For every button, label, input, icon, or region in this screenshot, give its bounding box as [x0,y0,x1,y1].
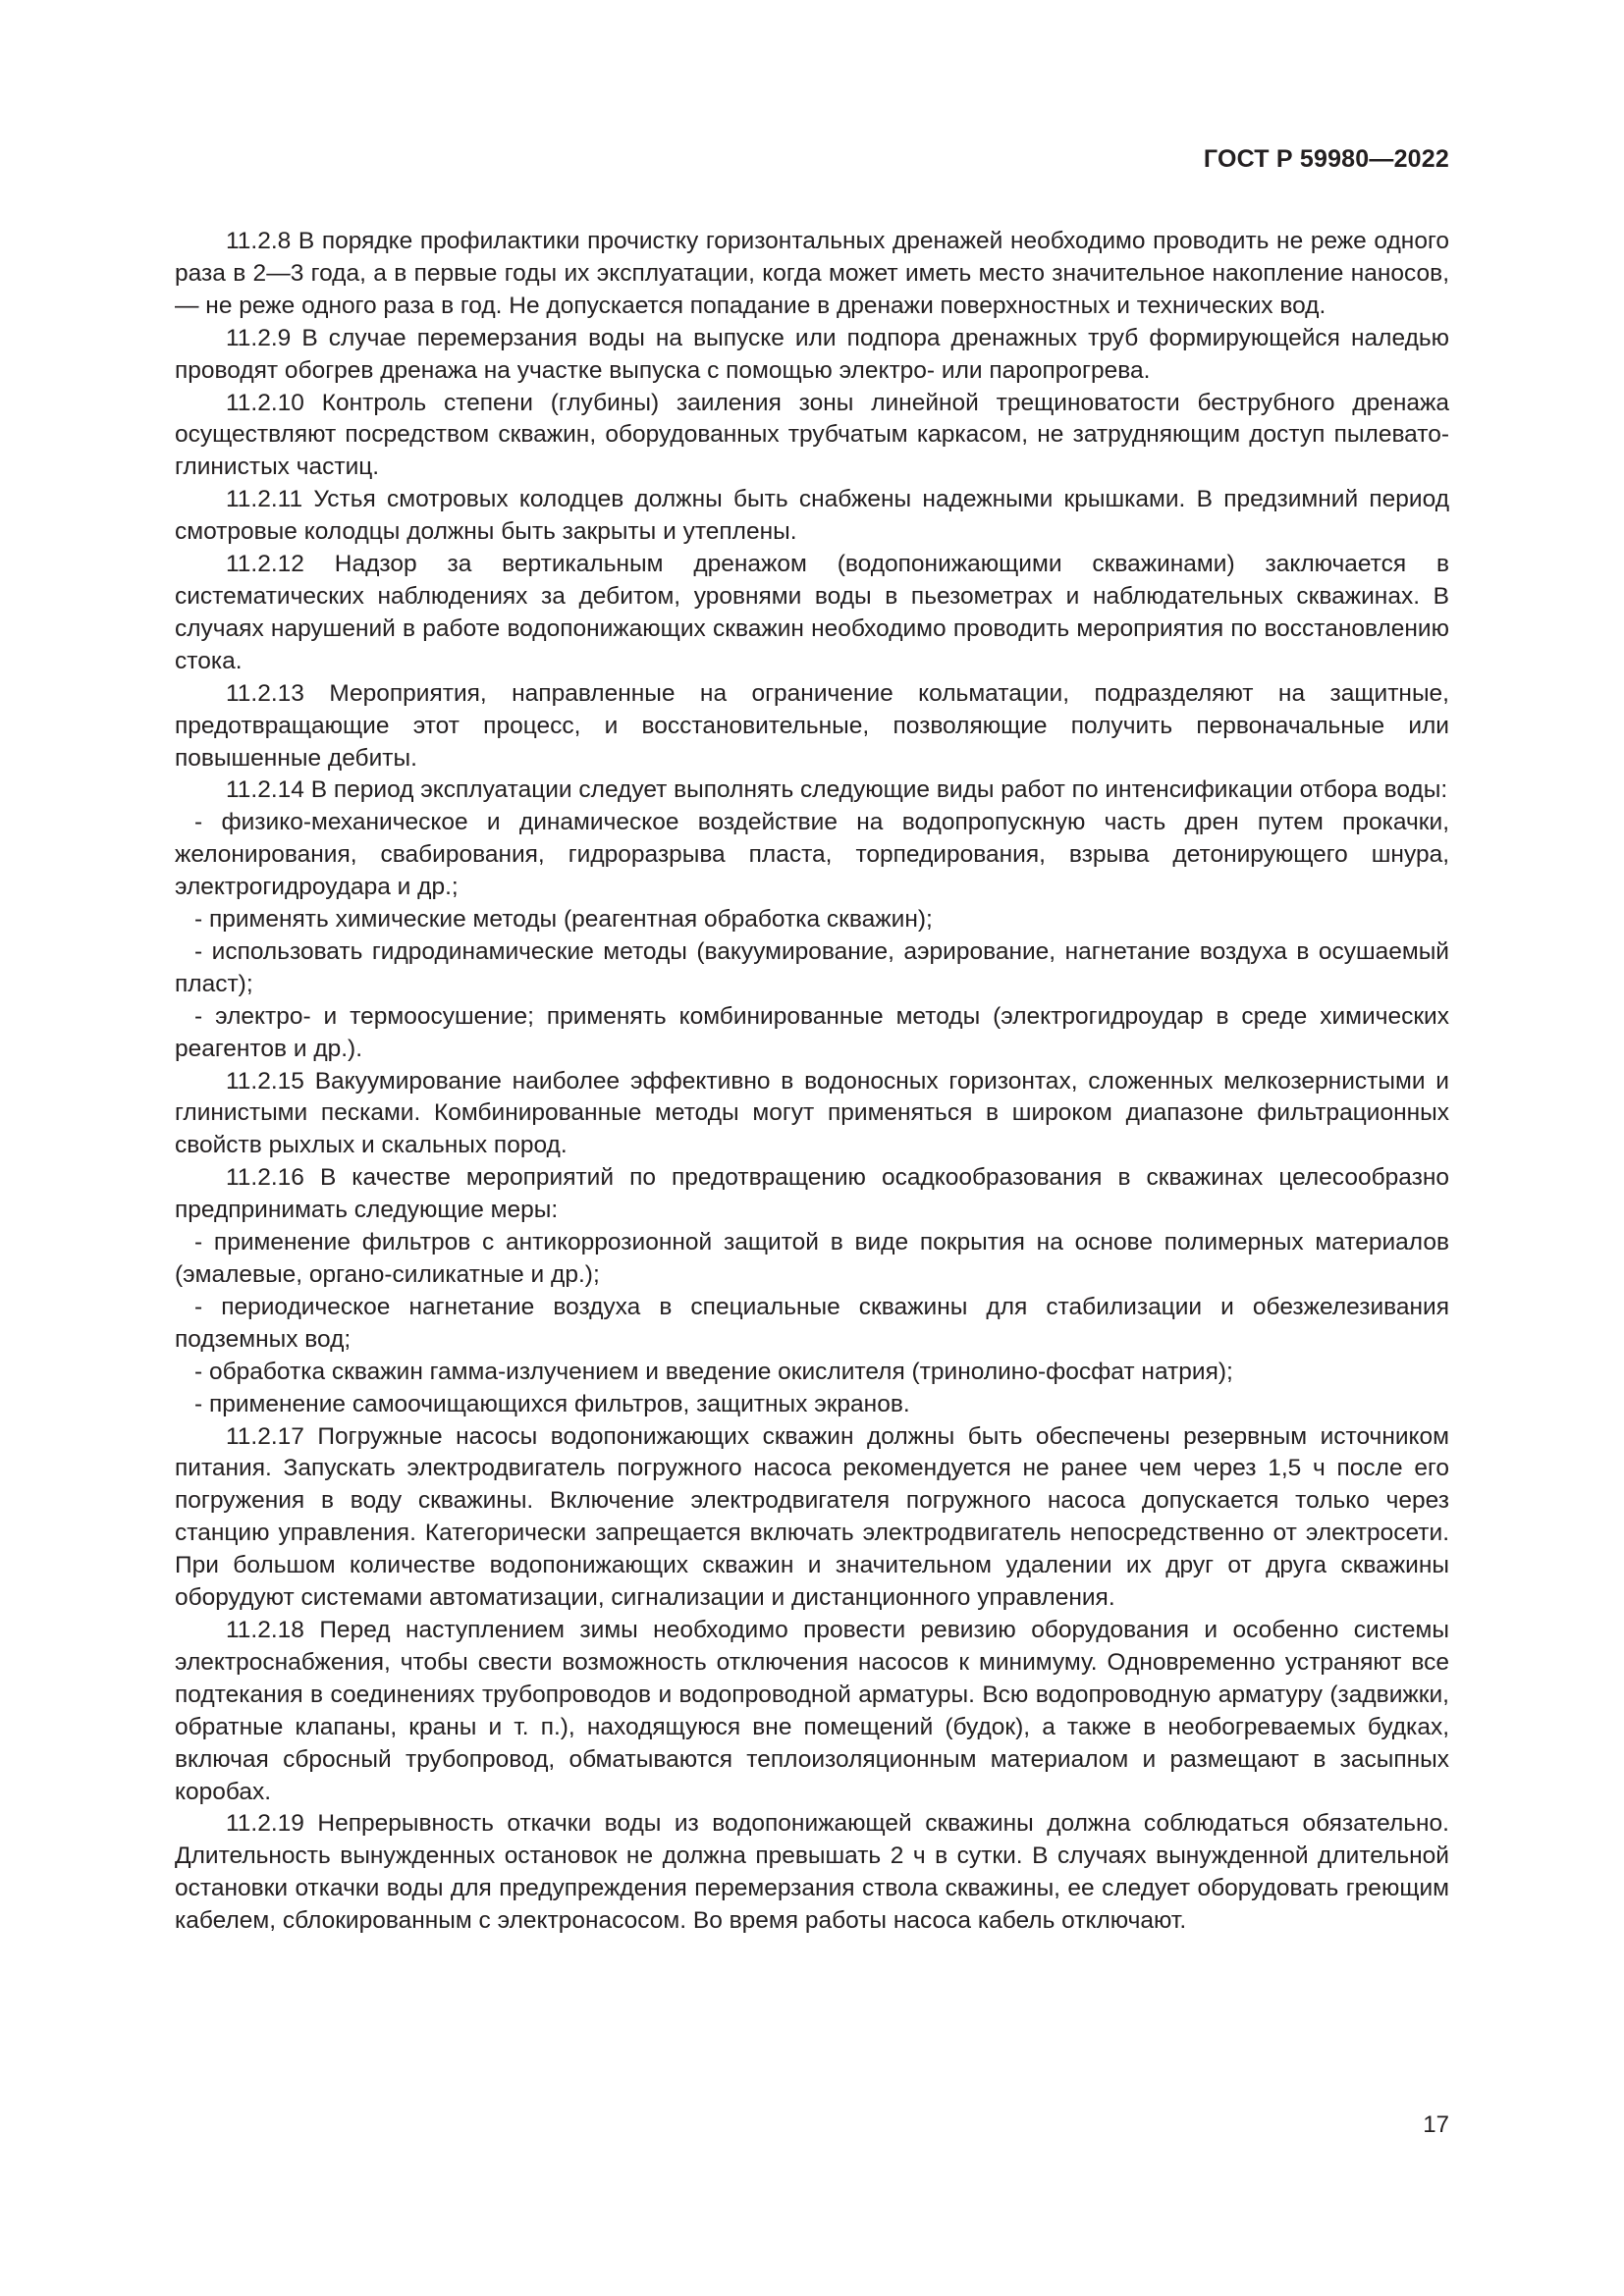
clause-11-2-14: 11.2.14 В период эксплуатации следует выполнять следующие виды работ по интенсификации отбора воды: [226,776,1448,804]
clause-11-2-12: 11.2.12 Надзор за вертикальным дренажом (водопонижающими скважинами) заключается в систематических наблюдениях за дебитом, уровнями воды в пьезометрах и наблюдательных скважинах. В случаях нарушений в работе водопонижающих скважин необходимо проводить мероприятия по восстановлению стока. [175,551,1449,674]
clause-11-2-11: 11.2.11 Устья смотровых колодцев должны быть снабжены надежными крышками. В предзимний период смотровые колодцы должны быть закрыты и утеплены. [175,486,1449,546]
list-item: - применение фильтров с антикоррозионной защитой в виде покрытия на основе полимерных материалов (эмалевые, органо-силикатные и др.); [175,1229,1449,1288]
list-item: - использовать гидродинамические методы (вакуумирование, аэрирование, нагнетание воздуха в осушаемый пласт); [175,937,1449,997]
list-item: - физико-механическое и динамическое воздействие на водопропускную часть дрен путем прокачки, желонирования, свабирования, гидроразрыва пласта, торпедирования, взрыва детонирующего шнура, электрогидроудара и др.; [175,809,1449,901]
list-item: - электро- и термоосушение; применять комбинированные методы (электрогидроудар в среде химических реагентов и др.). [175,1002,1449,1062]
clause-11-2-16: 11.2.16 В качестве мероприятий по предотвращению осадкообразования в скважинах целесообразно предпринимать следующие меры: [175,1164,1449,1224]
clause-11-2-10: 11.2.10 Контроль степени (глубины) заиления зоны линейной трещиноватости беструбного дренажа осуществляют посредством скважин, оборудованных трубчатым каркасом, не затрудняющим доступ пылевато-глинистых частиц. [175,389,1449,481]
clause-11-2-9: 11.2.9 В случае перемерзания воды на выпуске или подпора дренажных труб формирующейся наледью проводят обогрев дренажа на участке выпуска с помощью электро- или паропрогрева. [175,324,1449,384]
clause-11-2-8: 11.2.8 В порядке профилактики прочистку горизонтальных дренажей необходимо проводить не реже одного раза в 2—3 года, а в первые годы их эксплуатации, когда может иметь место значительное накопление наносов, — не реже одного раза в год. Не допускается попадание в дренажи поверхностных и технических вод. [175,228,1449,319]
list-item: - применение самоочищающихся фильтров, защитных экранов. [194,1390,910,1417]
clause-11-2-13: 11.2.13 Мероприятия, направленные на ограничение кольматации, подразделяют на защитные, предотвращающие этот процесс, и восстановительные, позволяющие получить первоначальные или повышенные дебиты. [175,679,1449,772]
clause-11-2-17: 11.2.17 Погружные насосы водопонижающих скважин должны быть обеспечены резервным источником питания. Запускать электродвигатель погружного насоса рекомендуется не ранее чем через 1,5 ч после его погружения в воду скважины. Включение электродвигателя погружного насоса допускается только через станцию управления. Категорически запрещается включать электродвигатель непосредственно от электросети. При большом количестве водопонижающих скважин и значительном удалении их друг от друга скважины оборудуют системами автоматизации, сигнализации и дистанционного управления. [175,1422,1449,1612]
list-item: - применять химические методы (реагентная обработка скважин); [194,906,933,934]
clause-11-2-19: 11.2.19 Непрерывность откачки воды из водопонижающей скважины должна соблюдаться обязательно. Длительность вынужденных остановок не должна превышать 2 ч в сутки. В случаях вынужденной длительной остановки откачки воды для предупреждения перемерзания ствола скважины, ее следует оборудовать греющим кабелем, сблокированным с электронасосом. Во время работы насоса кабель отключают. [175,1810,1449,1935]
list-item: - обработка скважин гамма-излучением и введение окислителя (тринолино-фосфат натрия); [194,1358,1233,1385]
page-number: 17 [1423,2111,1449,2138]
list-item: - периодическое нагнетание воздуха в специальные скважины для стабилизации и обезжелезивания подземных вод; [175,1293,1449,1353]
clause-11-2-18: 11.2.18 Перед наступлением зимы необходимо провести ревизию оборудования и особенно системы электроснабжения, чтобы свести возможность отключения насосов к минимуму. Одновременно устраняют все подтекания в соединениях трубопроводов и водопроводной арматуры. Всю водопроводную арматуру (задвижки, обратные клапаны, краны и т. п.), находящуюся вне помещений (будок), а также в необогреваемых будках, включая сбросный трубопровод, обматываются теплоизоляционным материалом и размещают в засыпных коробах. [175,1616,1449,1805]
clause-11-2-15: 11.2.15 Вакуумирование наиболее эффективно в водоносных горизонтах, сложенных мелкозернистыми и глинистыми песками. Комбинированные методы могут применяться в широком диапазоне фильтрационных свойств рыхлых и скальных пород. [175,1067,1449,1159]
document-body [175,226,1449,1938]
document-code-header: ГОСТ Р 59980—2022 [1203,145,1449,173]
